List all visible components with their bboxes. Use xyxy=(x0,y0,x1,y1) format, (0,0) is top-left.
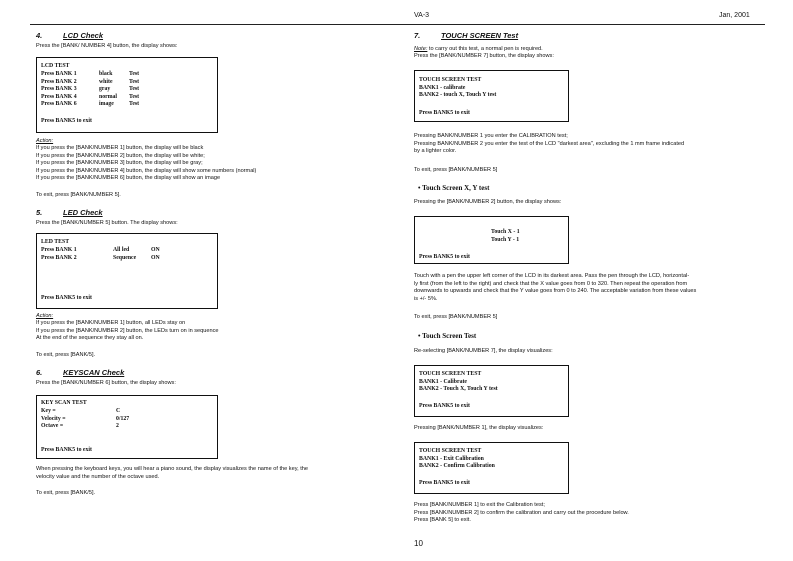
display-line: Touch Y - 1 xyxy=(491,236,520,243)
section-4-actions xyxy=(36,145,256,183)
display-line: BANK1 - Exit Calibration xyxy=(419,455,484,462)
subheading-touch-test: • Touch Screen Test xyxy=(418,332,477,340)
section-7-intro: Press the [BANK/NUMBER 7] button, the display shows: xyxy=(414,53,554,59)
action-label: Action: xyxy=(36,138,54,144)
led-test-display xyxy=(36,233,218,309)
row-key: Press BANK 3 xyxy=(41,86,77,93)
section-title: LED Check xyxy=(63,208,103,217)
section-7-exit-2: To exit, press [BANK/NUMBER 5] xyxy=(414,314,498,320)
section-title: KEYSCAN Check xyxy=(63,368,125,377)
row-label: Test xyxy=(129,93,140,100)
page-number: 10 xyxy=(414,539,423,548)
section-7-final xyxy=(414,502,629,525)
section-4-heading xyxy=(36,31,236,41)
display-title: LCD TEST xyxy=(41,63,70,69)
row-key: Press BANK 6 xyxy=(41,101,77,108)
display-rows xyxy=(41,71,159,109)
touch-screen-display-1 xyxy=(414,70,569,122)
row-key: Press BANK 2 xyxy=(41,254,77,261)
row-value: Sequence xyxy=(113,254,137,261)
touch-screen-display-2 xyxy=(414,365,569,417)
row-value: 2 xyxy=(116,423,119,430)
display-lines xyxy=(419,371,498,394)
display-line: TOUCH SCREEN TEST xyxy=(419,448,482,454)
action-line: If you press the [BANK/NUMBER 4] button, the display will show some numbers (normal) xyxy=(36,167,257,174)
row-value: All led xyxy=(113,247,130,253)
row-label: Test xyxy=(129,78,140,85)
display-exit: Press BANK5 to exit xyxy=(419,403,470,409)
display-line: BANK2 - Touch X, Touch Y test xyxy=(419,386,498,393)
paragraph-line: downwards to upwards and check that the Y value goes from 0 to 240. The acceptable variation from these values xyxy=(414,288,697,294)
section-6-intro: Press the [BANK/NUMBER 6] button, the display shows: xyxy=(36,380,176,386)
display-line: TOUCH SCREEN TEST xyxy=(419,371,482,377)
row-key: Press BANK 1 xyxy=(41,247,77,253)
description-line: velocity value and the number of the octave used. xyxy=(36,473,160,480)
section-5-heading xyxy=(36,208,236,218)
row-value: gray xyxy=(99,86,111,93)
display-lines xyxy=(491,229,520,244)
action-line: If you press the [BANK/NUMBER 1] button, all LEDs stay on xyxy=(36,320,186,326)
row-key: Press BANK 2 xyxy=(41,78,77,85)
calibration-display xyxy=(414,442,569,494)
action-line: If you press the [BANK/NUMBER 1] button, the display will be black xyxy=(36,145,204,151)
row-value: white xyxy=(99,78,113,85)
row-key: Press BANK 1 xyxy=(41,71,77,77)
action-label: Action: xyxy=(36,313,54,319)
display-line: BANK2 - Confirm Calibration xyxy=(419,463,495,470)
section-7-exit-1: To exit, press [BANK/NUMBER 5] xyxy=(414,167,498,173)
doc-date: Jan, 2001 xyxy=(719,12,750,19)
final-line: Press [BANK 5] to exit. xyxy=(414,517,471,523)
section-4-exit: To exit, press [BANK/NUMBER 5]. xyxy=(36,192,121,198)
section-7-intro-4: Pressing [BANK/NUMBER 1], the display visualizes: xyxy=(414,425,544,431)
section-5-actions xyxy=(36,320,219,343)
section-7-intro-2: Pressing the [BANK/NUMBER 2] button, the display shows: xyxy=(414,199,562,205)
section-6-exit: To exit, press [BANK/5]. xyxy=(36,490,96,496)
paragraph-line: Pressing BANK/NUMBER 2 you enter the test of the LCD "darkest area", excluding the 1 mm frame indicated xyxy=(414,140,685,147)
row-value: black xyxy=(99,71,113,77)
display-line: Touch X - 1 xyxy=(491,229,520,235)
section-7-intro-3: Re-selecting [BANK/NUMBER 7], the display visualizes: xyxy=(414,348,553,354)
display-exit: Press BANK5 to exit xyxy=(419,480,470,486)
row-label: Test xyxy=(129,101,140,108)
header-rule xyxy=(30,24,765,25)
section-number: 7. xyxy=(414,31,421,40)
section-7-heading xyxy=(414,31,614,41)
section-5-intro: Press the [BANK/NUMBER 5] button. The display shows: xyxy=(36,220,178,226)
section-number: 4. xyxy=(36,31,43,40)
section-title: TOUCH SCREEN Test xyxy=(441,31,519,40)
row-value: C xyxy=(116,408,121,414)
row-key: Key = xyxy=(41,408,56,414)
display-line: BANK1 - calibrate xyxy=(419,84,466,91)
doc-id: VA-3 xyxy=(414,12,430,19)
action-line: At the end of the sequence they stay all on. xyxy=(36,335,144,341)
final-line: Press [BANK/NUMBER 1] to exit the Calibration test; xyxy=(414,502,545,508)
row-label: Test xyxy=(129,86,140,93)
subheading-text: Touch Screen Test xyxy=(422,332,477,340)
keyscan-test-display xyxy=(36,395,218,459)
section-7-paragraph-1 xyxy=(414,133,684,156)
display-line: BANK2 - touch X, Touch Y test xyxy=(419,92,497,99)
row-label: ON xyxy=(151,254,160,261)
section-6-heading xyxy=(36,368,236,378)
final-line: Press [BANK/NUMBER 2] to confirm the calibration and carry out the procedure below. xyxy=(414,509,629,516)
touch-xy-display xyxy=(414,216,569,264)
row-value: image xyxy=(99,101,114,108)
display-title: KEY SCAN TEST xyxy=(41,400,87,406)
display-title: LED TEST xyxy=(41,239,70,245)
display-exit: Press BANK5 to exit xyxy=(41,118,92,124)
subheading-text: Touch Screen X, Y test xyxy=(422,184,490,192)
section-7-paragraph-2 xyxy=(414,273,696,303)
paragraph-line: is +/- 5%. xyxy=(414,295,438,302)
display-line: TOUCH SCREEN TEST xyxy=(419,77,482,83)
action-line: If you press the [BANK/NUMBER 2] button, the display will be white; xyxy=(36,152,205,159)
section-6-description xyxy=(36,466,308,481)
section-5-exit: To exit, press [BANK/5]. xyxy=(36,352,96,358)
display-exit: Press BANK5 to exit xyxy=(41,447,92,453)
paragraph-line: by a lighter color. xyxy=(414,148,457,154)
row-label: Test xyxy=(129,71,140,77)
display-exit: Press BANK5 to exit xyxy=(419,254,470,260)
description-line: When pressing the keyboard keys, you will hear a piano sound, the display visualizes the name of the key, the xyxy=(36,466,308,472)
paragraph-line: ly first (from the left to the right) and check that the X value goes from 0 to 320. Then repeat the operation from xyxy=(414,280,688,287)
display-exit: Press BANK5 to exit xyxy=(419,110,470,116)
row-value: 0/127 xyxy=(116,415,130,422)
row-key: Octave = xyxy=(41,423,64,430)
subheading-xy-test: • Touch Screen X, Y test xyxy=(418,184,490,192)
section-number: 5. xyxy=(36,208,43,217)
note-label: Note: xyxy=(414,46,428,52)
section-title: LCD Check xyxy=(63,31,104,40)
paragraph-line: Pressing BANK/NUMBER 1 you enter the CALIBRATION test; xyxy=(414,133,568,139)
display-rows xyxy=(41,408,156,431)
action-line: If you press the [BANK/NUMBER 3] button, the display will be gray; xyxy=(36,160,203,166)
display-exit: Press BANK5 to exit xyxy=(41,295,92,301)
note-text: to carry out this test, a normal pen is required. xyxy=(427,46,543,52)
action-line: If you press the [BANK/NUMBER 6] button, the display will show an image xyxy=(36,175,221,181)
display-lines xyxy=(419,77,496,100)
row-key: Press BANK 4 xyxy=(41,93,77,100)
row-label: ON xyxy=(151,247,160,253)
display-rows xyxy=(41,247,181,262)
section-number: 6. xyxy=(36,368,43,377)
row-value: normal xyxy=(99,93,118,100)
section-4-intro: Press the [BANK/ NUMBER 4] button, the display shows: xyxy=(36,43,178,49)
display-line: BANK1 - Calibrate xyxy=(419,378,467,385)
row-key: Velocity = xyxy=(41,415,66,422)
display-lines xyxy=(419,448,495,471)
action-line: If you press the [BANK/NUMBER 2] button, the LEDs turn on in sequence xyxy=(36,327,219,334)
paragraph-line: Touch with a pen the upper left corner of the LCD in its darkest area. Pass the pen through the LCD, horizontal- xyxy=(414,273,690,279)
lcd-test-display xyxy=(36,57,218,133)
